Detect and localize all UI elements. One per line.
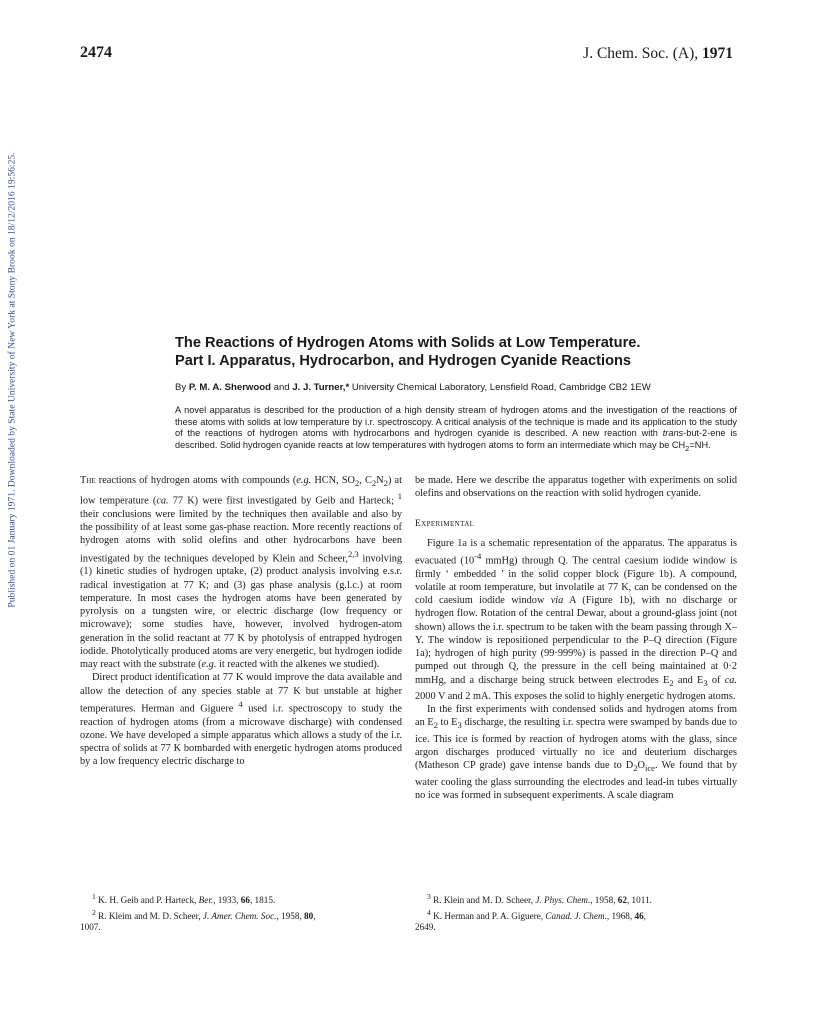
text: A (Figure 1b), with no discharge or hydrogen flow. Rotation of the central Dewar, about a ground-glass joint (not shown) allows the i.r. spectrum to be taken with the beam passing through X–Y. The window is repositioned perpendicular to the P–Q direction (Figure 1a); hydrogen of high purity (99·999%) is passed in the direction P–Q and pumped out through Q, the pressure in the cell being maintained at 0·2 mmHg, and a discharge being struck between electrodes E bbox=[415, 595, 737, 686]
right-column bbox=[415, 474, 737, 802]
volume: 62 bbox=[617, 895, 627, 906]
text: mmHg) through Q. The central caesium iodide window is firmly ‘ embedded ’ in the solid copper block (Figure 1b). A compound, volatile at room temperature, but involatile at 77 K, can be condensed on the cold caesium iodide window bbox=[415, 555, 737, 607]
abstract-trans: trans bbox=[662, 428, 684, 439]
text: In the first experiments with condensed solids and hydrogen atoms from an E bbox=[415, 704, 737, 729]
journal-title: J. Amer. Chem. Soc. bbox=[202, 910, 277, 921]
text: , bbox=[643, 910, 646, 921]
text-italic: via bbox=[550, 595, 564, 607]
subscript: ice bbox=[644, 763, 655, 774]
intro-continuation: be made. Here we describe the apparatus together with experiments on solid olefins and observations on the reaction with solid hydrogen cyanide. bbox=[415, 475, 737, 500]
text: it reacted with the alkenes we studied). bbox=[216, 659, 380, 671]
volume: 66 bbox=[240, 895, 250, 906]
author-1: P. M. A. Sherwood bbox=[188, 382, 271, 393]
subscript: 2 bbox=[669, 677, 674, 688]
text: discharge, the resulting i.r. spectra were swamped by bands due to ice. This ice is formed by reaction of hydrogen atoms with the glass, since argon discharges produced virtually no ice and deuterium discharges (Matheson CP grade) gave intense bands due to D bbox=[415, 717, 737, 772]
text: , 1933, bbox=[213, 895, 241, 906]
left-column bbox=[80, 474, 402, 769]
text: K. H. Geib and P. Harteck, bbox=[95, 895, 199, 906]
ref-marker: 2,3 bbox=[347, 548, 359, 559]
footnote-number: 3 bbox=[427, 892, 431, 901]
abstract-text-2: -but-2-ene is described. Solid hydrogen cyanide reacts at low temperatures with hydrogen atoms to form an intermediate which may be CH bbox=[175, 428, 737, 451]
text: used i.r. spectroscopy to study the reaction of hydrogen atoms (from a microwave discharge) with condensed ozone. We have developed a simple apparatus which allows a study of the i.r. spectra of solids at 77 K bombarded with energetic hydrogen atoms produced by a low frequency electric discharge to bbox=[80, 703, 402, 768]
footnote-2-continuation: 1007. bbox=[80, 922, 101, 933]
text: and E bbox=[673, 674, 704, 686]
text: HCN, SO bbox=[311, 475, 355, 486]
text: 2000 V and 2 mA. This exposes the solid to highly energetic hydrogen atoms. bbox=[415, 690, 736, 702]
footnote-4 bbox=[415, 907, 745, 923]
text: ) at low temperature ( bbox=[80, 475, 402, 507]
footnote-number: 2 bbox=[92, 907, 96, 917]
text: , 1011. bbox=[626, 895, 652, 906]
journal-title: Canad. J. Chem. bbox=[545, 910, 607, 921]
author-2: J. J. Turner,* bbox=[292, 382, 350, 393]
footnote-number: 4 bbox=[427, 907, 431, 917]
text: their conclusions were limited by the techniques then available and also by the possibility of at least some gas-phase reaction. More recently reactions of hydrogen atoms with solid olefins and other hydrocarbons have been investigated by the techniques developed by Klein and Scheer, bbox=[80, 508, 402, 565]
text: K. Herman and P. A. Giguere, bbox=[430, 910, 546, 921]
text: of bbox=[707, 674, 725, 686]
journal-year: 1971 bbox=[702, 45, 733, 62]
text: 77 K) were first investigated by Geib and Harteck; bbox=[168, 495, 394, 507]
footnote-4-continuation: 2649. bbox=[415, 922, 436, 933]
footnote-number: 1 bbox=[92, 892, 96, 901]
text-italic: ca. bbox=[724, 674, 737, 686]
subscript: 3 bbox=[457, 720, 462, 731]
abstract-text-3: =NH. bbox=[689, 440, 711, 451]
text: , 1968, bbox=[606, 910, 635, 921]
footnote-3 bbox=[415, 891, 745, 907]
byline bbox=[175, 382, 735, 393]
journal-reference bbox=[583, 45, 733, 63]
footnotes-right bbox=[415, 891, 745, 934]
footnote-2 bbox=[80, 907, 410, 923]
text: . We found that by water cooling the glass surrounding the electrodes and lead-in tubes virtually no ice was formed in subsequent experiments. A scale diagram bbox=[415, 760, 737, 801]
text-italic: ca. bbox=[156, 495, 169, 507]
text: N bbox=[376, 475, 384, 486]
affiliation: University Chemical Laboratory, Lensfield Road, Cambridge CB2 1EW bbox=[351, 382, 651, 393]
ref-marker: 4 bbox=[233, 698, 243, 709]
article-header bbox=[175, 334, 735, 455]
text: O bbox=[637, 760, 645, 772]
journal-title: Ber. bbox=[198, 895, 214, 906]
text: Figure 1a is a schematic representation of the apparatus. The apparatus is evacuated (10 bbox=[415, 537, 737, 567]
text: R. Kleim and M. D. Scheer, bbox=[95, 910, 203, 921]
article-title-line-2: Part I. Apparatus, Hydrocarbon, and Hydrogen Cyanide Reactions bbox=[175, 353, 632, 369]
text: R. Klein and M. D. Scheer, bbox=[430, 895, 536, 906]
experimental-paragraph-1 bbox=[415, 537, 737, 703]
subscript: 2 bbox=[433, 720, 438, 731]
text: , 1815. bbox=[249, 895, 276, 906]
text-italic: e.g. bbox=[201, 659, 217, 671]
abstract-sub: 2 bbox=[685, 443, 690, 453]
footnote-1 bbox=[80, 891, 410, 907]
byline-by: By bbox=[175, 382, 187, 393]
provenance-text: Published on 01 January 1971. Downloaded by State University of New York at Stony Brook on 18/12/2016 19:56:25. bbox=[6, 152, 18, 608]
footnotes-left bbox=[80, 891, 410, 934]
section-heading-experimental: Experimental bbox=[415, 518, 475, 529]
text: to E bbox=[437, 717, 458, 729]
subscript: 2 bbox=[633, 763, 638, 774]
page-number: 2474 bbox=[80, 44, 112, 61]
text: involving (1) kinetic studies of hydrogen uptake, (2) product analysis involving e.s.r. radical investigation at 77 K; and (3) gas phase analysis (g.l.c.) at room temperature. In most cases the hydrogen atoms have been generated by pyrolysis on a tungsten wire, or electric discharge (low frequency or microwave); some studies have, however, involved hydrogen-atom generation in the solid reactant at 77 K by photolysis of entrapped hydrogen iodide. Photolytically produced atoms are very energetic, but hydrogen iodide may react with the substrate ( bbox=[80, 553, 402, 671]
exponent: -4 bbox=[474, 551, 482, 561]
byline-and: and bbox=[273, 382, 290, 393]
ref-marker: 1 bbox=[394, 491, 402, 502]
dropcap-the: The bbox=[80, 475, 96, 486]
text: , 1958, bbox=[590, 895, 618, 906]
text-italic: e.g. bbox=[296, 475, 312, 486]
text: , C bbox=[359, 475, 372, 486]
volume: 80 bbox=[304, 910, 314, 921]
download-provenance-note bbox=[2, 120, 22, 640]
journal-title: J. Phys. Chem. bbox=[535, 895, 591, 906]
text: Direct product identification at 77 K would improve the data available and allow the detection of any species stable at 77 K but unstable at higher temperatures. Herman and Giguere bbox=[80, 672, 402, 715]
intro-paragraph-1: The reactions of hydrogen atoms with compounds (e.g. HCN, $SO_2$, $C_2N_2$) at low temperature (ca. 77 K) were first investigated by Geib and Harteck; $^1$ their conclusions were limited by the techniques then available and also by the possibility of at least some gas-phase reaction. More recently reactions of hydrogen atoms with solid olefins and other hydrocarbons have been investigated by the techniques developed by Klein and Scheer,$^{2,3}$ involving (1) kinetic studies of hydrogen uptake, (2) product analysis involving e.s.r. radical investigation at 77 K; and (3) gas phase analysis (g.l.c.) at room temperature. In most cases the hydrogen atoms have been generated by pyrolysis on a tungsten wire, or electric discharge (low frequency or microwave); some studies have, however, involved hydrogen-atom generation in the solid reactant at 77 K by photolysis of entrapped hydrogen iodide. Photolytically produced atoms are very energetic, but hydrogen iodide may react with the substrate (e.g. it reacted with the alkenes we studied). bbox=[80, 475, 402, 671]
intro-paragraph-2 bbox=[80, 671, 402, 768]
journal-name: J. Chem. Soc. (A), bbox=[583, 45, 699, 62]
text: , 1958, bbox=[276, 910, 305, 921]
abstract bbox=[175, 405, 737, 455]
text: , bbox=[313, 910, 316, 921]
volume: 46 bbox=[634, 910, 644, 921]
text: reactions of hydrogen atoms with compounds ( bbox=[95, 475, 297, 486]
article-title-line-1: The Reactions of Hydrogen Atoms with Solids at Low Temperature. bbox=[175, 335, 641, 351]
abstract-text-1: A novel apparatus is described for the production of a high density stream of hydrogen atoms and the investigation of the reactions of these atoms with solids at low temperature by i.r. spectroscopy. A critical analysis of the technique is made and its application to the study of the reactions of hydrogen atoms with hydrocarbons and hydrogen cyanide is described. A new reaction with bbox=[175, 405, 737, 439]
subscript: 3 bbox=[703, 677, 708, 688]
experimental-paragraph-2 bbox=[415, 703, 737, 802]
